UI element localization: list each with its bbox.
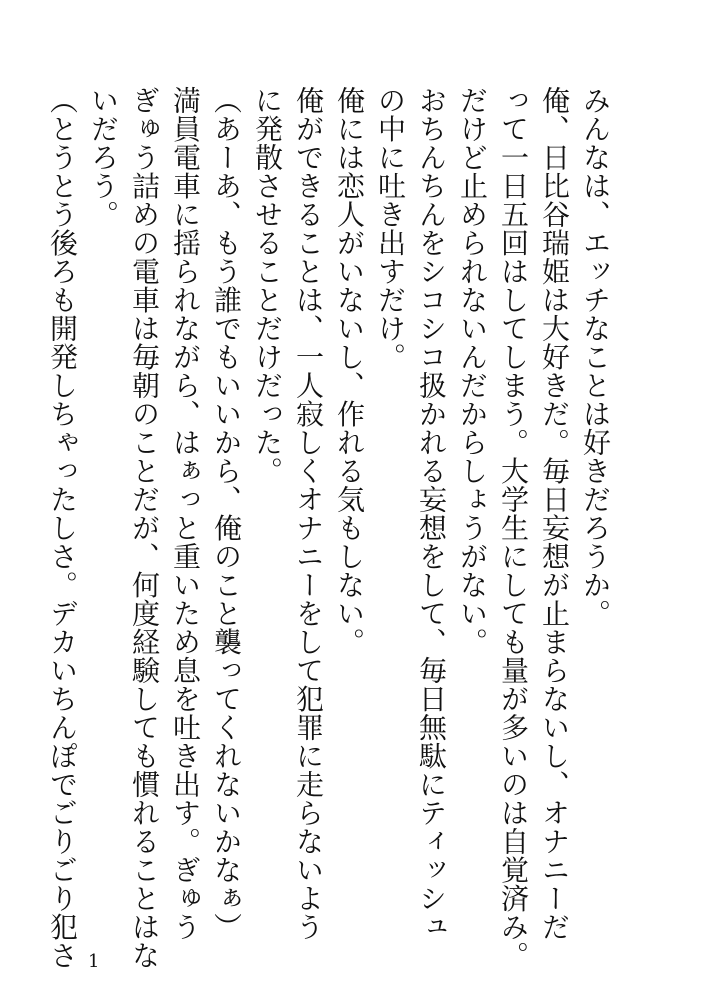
vertical-text-block bbox=[42, 86, 616, 970]
text-line: ぎゅう詰めの電車は毎朝のことだが、何度経験しても慣れることはな bbox=[128, 86, 161, 970]
text-line: 俺ができることは、一人寂しくオナニーをして犯罪に走らないよう bbox=[292, 86, 325, 941]
text-line: いだろう。 bbox=[87, 86, 120, 229]
text-line: （あーあ、もう誰でもいいから、俺のこと襲ってくれないかなぁ） bbox=[210, 86, 243, 941]
text-line: 満員電車に揺られながら、はぁっと重いため息を吐き出す。ぎゅう bbox=[169, 86, 202, 941]
text-line: って一日五回はしてしまう。大学生にしても量が多いのは自覚済み。 bbox=[497, 86, 530, 970]
page-number: 1 bbox=[88, 951, 100, 972]
text-line: （とうとう後ろも開発しちゃったしさ。デカいちんぽでごりごり犯さ bbox=[46, 86, 79, 970]
text-line: 俺、日比谷瑞姫は大好きだ。毎日妄想が止まらないし、オナニーだ bbox=[538, 86, 571, 941]
text-line: に発散させることだけだった。 bbox=[251, 86, 284, 485]
text-line: の中に吐き出すだけ。 bbox=[374, 86, 407, 371]
text-line: みんなは、エッチなことは好きだろうか。 bbox=[579, 86, 612, 628]
text-line: 俺には恋人がいないし、作れる気もしない。 bbox=[333, 86, 366, 656]
text-line: おちんちんをシコシコ扱かれる妄想をして、毎日無駄にティッシュ bbox=[415, 86, 448, 941]
text-line: だけど止められないんだからしょうがない。 bbox=[456, 86, 489, 656]
